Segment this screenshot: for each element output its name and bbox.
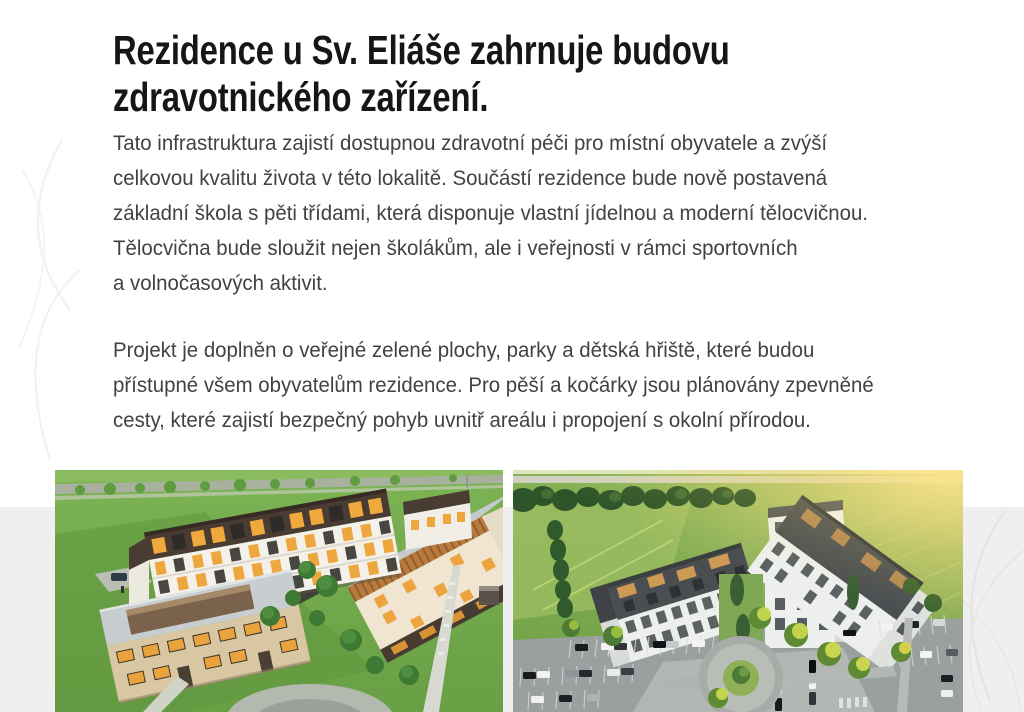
paragraph-line: přístupné všem obyvatelům rezidence. Pro pěší a kočárky jsou plánovány zpevněné	[113, 373, 874, 397]
paragraph-line: Tělocvična bude sloužit nejen školákům, ale i veřejnosti v rámci sportovních	[113, 236, 798, 260]
paragraph-line: základní škola s pěti třídami, která disponuje vlastní jídelnou a moderní tělocvičnou.	[113, 201, 868, 225]
aerial-render-image	[55, 470, 503, 712]
paragraph-line: cesty, které zajistí bezpečný pohyb uvnitř areálu i propojení s okolní přírodou.	[113, 408, 811, 432]
figure-row	[55, 470, 963, 712]
paragraph-line: celkovou kvalitu života v této lokalitě. Součástí rezidence bude nově postavená	[113, 166, 828, 190]
intro-paragraph	[113, 126, 908, 301]
amenities-paragraph	[113, 333, 914, 438]
section-title	[113, 27, 730, 121]
aerial-photo-image	[513, 470, 963, 712]
paragraph-line: Projekt je doplněn o veřejné zelené plochy, parky a dětská hřiště, které budou	[113, 338, 815, 362]
section-title-line: Rezidence u Sv. Eliáše zahrnuje budovu	[113, 27, 730, 74]
paragraph-line: Tato infrastruktura zajistí dostupnou zdravotní péči pro místní obyvatele a zvýší	[113, 131, 828, 155]
watermark-curves-left	[0, 130, 90, 470]
paragraph-line: a volnočasových aktivit.	[113, 271, 328, 295]
section-title-line: zdravotnického zařízení.	[113, 74, 489, 121]
